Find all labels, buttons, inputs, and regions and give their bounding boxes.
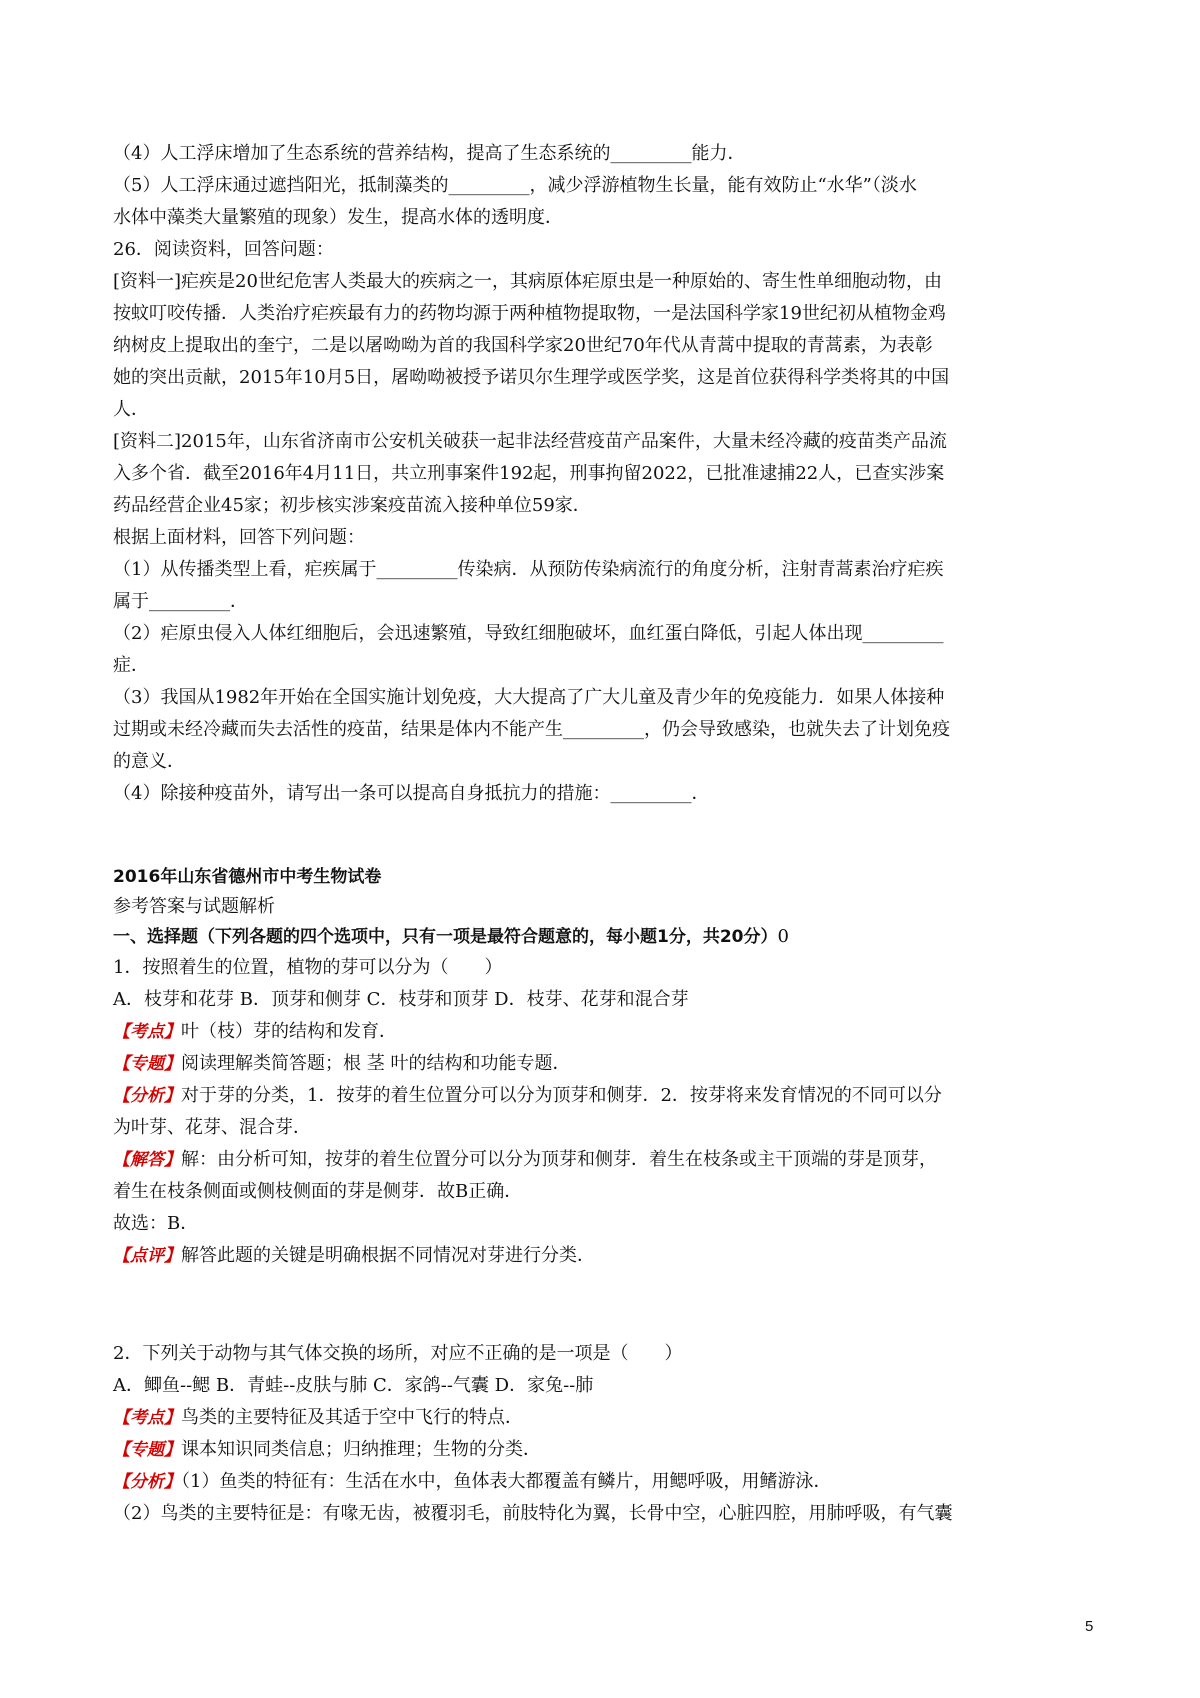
q1-fenxi-cont: 为叶芽、花芽、混合芽．: [113, 1117, 311, 1138]
q2-zhuanti: [113, 1434, 1098, 1466]
kaodian-tag: 【考点】: [113, 1408, 181, 1428]
kaodian-text: 鸟类的主要特征及其适于空中飞行的特点．: [181, 1407, 523, 1428]
text-line: （1）从传播类型上看，疟疾属于_________传染病．从预防传染病流行的角度分析，注射青蒿素治疗疟疾: [113, 559, 944, 580]
q2-fenxi: [113, 1466, 1098, 1498]
zhuanti-tag: 【专题】: [113, 1054, 181, 1074]
dianping-tag: 【点评】: [113, 1246, 181, 1266]
text-line: 药品经营企业45家；初步核实涉案疫苗流入接种单位59家．: [113, 495, 591, 516]
text-line: 她的突出贡献，2015年10月5日，屠呦呦被授予诺贝尔生理学或医学奖，这是首位获得科学类将其的中国: [113, 367, 950, 388]
text-line: 根据上面材料，回答下列问题：: [113, 527, 365, 548]
q1-jieda-cont: 着生在枝条侧面或侧枝侧面的芽是侧芽．故B正确．: [113, 1181, 523, 1202]
q2-stem: 2．下列关于动物与其气体交换的场所，对应不正确的是一项是（ ）: [113, 1343, 683, 1364]
text-line: （4）除接种疫苗外，请写出一条可以提高自身抵抗力的措施：_________．: [113, 783, 710, 804]
text-line: 人．: [113, 399, 149, 420]
q2-options: A．鲫鱼--鳃 B．青蛙--皮肤与肺 C．家鸽--气囊 D．家兔--肺: [113, 1375, 594, 1396]
jieda-tag: 【解答】: [113, 1150, 181, 1170]
text-line: 水体中藻类大量繁殖的现象）发生，提高水体的透明度．: [113, 207, 563, 228]
text-line: （2）疟原虫侵入人体红细胞后，会迅速繁殖，导致红细胞破坏，血红蛋白降低，引起人体出现_________: [113, 623, 944, 644]
q1-jieda: [113, 1144, 1098, 1176]
kaodian-text: 叶（枝）芽的结构和发育．: [181, 1021, 397, 1042]
text-line: （5）人工浮床通过遮挡阳光，抵制藻类的_________，减少浮游植物生长量，能有效防止“水华”（淡水: [113, 175, 917, 196]
section-title: [113, 922, 1098, 952]
fenxi-tag: 【分析】: [113, 1086, 181, 1106]
text-line: （4）人工浮床增加了生态系统的营养结构，提高了生态系统的_________能力．: [113, 143, 746, 164]
q1-stem: 1．按照着生的位置，植物的芽可以分为（ ）: [113, 957, 503, 978]
page-number: 5: [1085, 1618, 1094, 1635]
text-line: 入多个省．截至2016年4月11日，共立刑事案件192起，刑事拘留2022，已批准逮捕22人，已查实涉案: [113, 463, 945, 484]
q2-kaodian: [113, 1402, 1098, 1434]
zhuanti-tag: 【专题】: [113, 1440, 181, 1460]
q1-fenxi: [113, 1080, 1098, 1112]
question-26-stem: 26．阅读资料，回答问题：: [113, 239, 334, 260]
q1-zhuanti: [113, 1048, 1098, 1080]
jieda-text: 解：由分析可知，按芽的着生位置分可以分为顶芽和侧芽．着生在枝条或主干顶端的芽是顶芽，: [181, 1149, 937, 1170]
page-content: [113, 138, 1098, 1530]
text-line: （3）我国从1982年开始在全国实施计划免疫，大大提高了广大儿童及青少年的免疫能力．如果人体接种: [113, 687, 945, 708]
fenxi-text: （1）鱼类的特征有：生活在水中，鱼体表大都覆盖有鳞片，用鳃呼吸，用鳍游泳．: [181, 1471, 832, 1492]
text-line: [资料二]2015年，山东省济南市公安机关破获一起非法经营疫苗产品案件，大量未经冷藏的疫苗类产品流: [113, 431, 947, 452]
text-line: 按蚊叮咬传播．人类治疗疟疾最有力的药物均源于两种植物提取物，一是法国科学家19世纪初从植物金鸡: [113, 303, 946, 324]
fenxi-text: 对于芽的分类，1．按芽的着生位置分可以分为顶芽和侧芽．2．按芽将来发育情况的不同可以分: [181, 1085, 942, 1106]
zhuanti-text: 课本知识同类信息；归纳推理；生物的分类．: [181, 1439, 541, 1460]
dianping-text: 解答此题的关键是明确根据不同情况对芽进行分类．: [181, 1245, 595, 1266]
q1-dianping: [113, 1240, 1098, 1272]
text-line: 属于_________．: [113, 591, 248, 612]
fenxi-tag: 【分析】: [113, 1472, 181, 1492]
section-suffix: 0: [777, 926, 789, 947]
answer-subtitle: 参考答案与试题解析: [113, 896, 275, 917]
q1-kaodian: [113, 1016, 1098, 1048]
q1-options: A．枝芽和花芽 B．顶芽和侧芽 C．枝芽和顶芽 D．枝芽、花芽和混合芽: [113, 989, 689, 1010]
answer-title: 2016年山东省德州市中考生物试卷: [113, 867, 382, 887]
section-title-text: 一、选择题（下列各题的四个选项中，只有一项是最符合题意的，每小题1分，共20分）: [113, 927, 778, 947]
q2-fenxi-cont: （2）鸟类的主要特征是：有喙无齿，被覆羽毛，前肢特化为翼，长骨中空，心脏四腔，用肺呼吸，有气囊: [113, 1503, 953, 1524]
text-line: 纳树皮上提取出的奎宁，二是以屠呦呦为首的我国科学家20世纪70年代从青蒿中提取的青蒿素，为表彰: [113, 335, 933, 356]
text-line: 症．: [113, 655, 149, 676]
text-line: 的意义．: [113, 751, 185, 772]
zhuanti-text: 阅读理解类简答题；根 茎 叶的结构和功能专题．: [181, 1053, 571, 1074]
q1-guxuan: 故选：B．: [113, 1213, 199, 1234]
text-line: [资料一]疟疾是20世纪危害人类最大的疾病之一，其病原体疟原虫是一种原始的、寄生性单细胞动物，由: [113, 271, 942, 292]
text-line: 过期或未经冷藏而失去活性的疫苗，结果是体内不能产生_________，仍会导致感染，也就失去了计划免疫: [113, 719, 950, 740]
kaodian-tag: 【考点】: [113, 1022, 181, 1042]
